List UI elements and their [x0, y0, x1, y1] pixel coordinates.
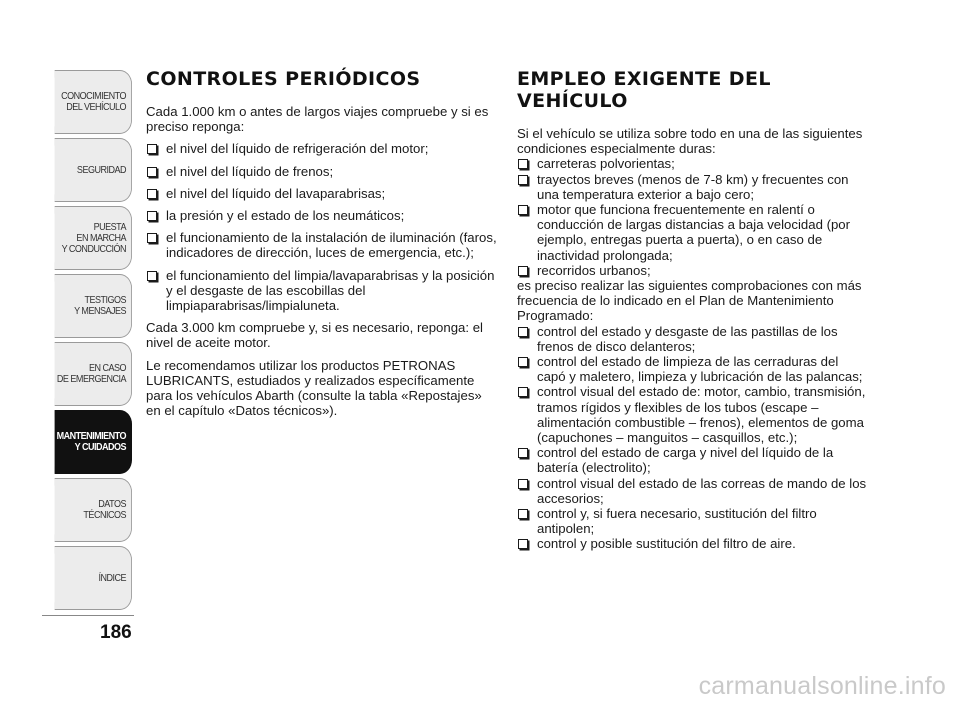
checkbox-bullet-icon [147, 271, 157, 281]
checkbox-bullet-icon [518, 205, 528, 215]
checkbox-bullet-icon [147, 189, 157, 199]
sidebar-divider [42, 615, 134, 616]
checkbox-bullet-icon [518, 175, 528, 185]
tab-puesta-en-marcha[interactable]: PUESTA EN MARCHA Y CONDUCCIÓN [55, 206, 132, 270]
section-controles-periodicos [146, 68, 498, 425]
oil-check-paragraph: Cada 3.000 km compruebe y, si es necesario, reponga: el nivel de aceite motor. [146, 320, 483, 351]
tab-seguridad[interactable]: SEGURIDAD [55, 138, 132, 202]
list-item: trayectos breves (menos de 7-8 km) y frecuentes con una temperatura exterior a bajo cero; [517, 172, 869, 202]
list-item: control visual del estado de: motor, cambio, transmisión, tramos rígidos y flexibles de los tubos (escape – alimentación combustible – frenos), elementos de goma (capuchones – manguitos – casquillos, etc.); [517, 384, 869, 445]
conditions-list [517, 156, 869, 278]
checkbox-bullet-icon [518, 539, 528, 549]
frequent-checks-list [517, 324, 869, 552]
checkbox-bullet-icon [518, 509, 528, 519]
list-item: recorridos urbanos; [517, 263, 869, 278]
tab-indice[interactable]: ÍNDICE [55, 546, 132, 610]
checkbox-bullet-icon [147, 233, 157, 243]
intro-paragraph: Si el vehículo se utiliza sobre todo en una de las siguientes condiciones especialmente duras: [517, 126, 863, 157]
list-item: el nivel del líquido de refrigeración del motor; [146, 141, 498, 156]
tab-mantenimiento-y-cuidados[interactable]: MANTENIMIENTO Y CUIDADOS [55, 410, 132, 474]
list-item: el nivel del líquido de frenos; [146, 164, 498, 179]
checkbox-bullet-icon [147, 211, 157, 221]
list-item: control y posible sustitución del filtro de aire. [517, 536, 869, 551]
recommendation-paragraph: Le recomendamos utilizar los productos PETRONAS LUBRICANTS, estudiados y realizados específicamente para los vehículos Abarth (consulte la tabla «Repostajes» en el capítulo «Datos técnicos»). [146, 357, 482, 419]
tab-en-caso-de-emergencia[interactable]: EN CASO DE EMERGENCIA [55, 342, 132, 406]
list-item: control y, si fuera necesario, sustitución del filtro antipolen; [517, 506, 869, 536]
section-empleo-exigente [517, 68, 869, 552]
list-item: el nivel del líquido del lavaparabrisas; [146, 186, 498, 201]
section-title: CONTROLES PERIÓDICOS [146, 68, 421, 90]
intro-paragraph: Cada 1.000 km o antes de largos viajes compruebe y si es preciso reponga: [146, 104, 489, 135]
list-item: control del estado de limpieza de las cerraduras del capó y maletero, limpieza y lubricación de las palancas; [517, 354, 869, 384]
checkbox-bullet-icon [518, 357, 528, 367]
checkbox-bullet-icon [518, 327, 528, 337]
list-item: motor que funciona frecuentemente en ralentí o conducción de largas distancias a baja velocidad (por ejemplo, entregas puerta a puerta), o en caso de inactividad prolongada; [517, 202, 869, 263]
checkbox-bullet-icon [147, 167, 157, 177]
list-item: el funcionamiento de la instalación de iluminación (faros, indicadores de dirección, luces de emergencia, etc.); [146, 230, 498, 260]
list-item: carreteras polvorientas; [517, 156, 869, 171]
tab-conocimiento-del-vehiculo[interactable]: CONOCIMIENTO DEL VEHÍCULO [55, 70, 132, 134]
checkbox-bullet-icon [518, 479, 528, 489]
list-item: control del estado y desgaste de las pastillas de los frenos de disco delanteros; [517, 324, 869, 354]
list-item: la presión y el estado de los neumáticos; [146, 208, 498, 223]
checkbox-bullet-icon [147, 144, 157, 154]
checkbox-bullet-icon [518, 387, 528, 397]
chapter-tabs [42, 70, 134, 614]
tab-datos-tecnicos[interactable]: DATOS TÉCNICOS [55, 478, 132, 542]
list-item: el funcionamiento del limpia/lavaparabrisas y la posición y el desgaste de las escobillas del limpiaparabrisas/limpialuneta. [146, 268, 498, 314]
checkbox-bullet-icon [518, 159, 528, 169]
list-item: control del estado de carga y nivel del líquido de la batería (electrolito); [517, 445, 869, 475]
section-title: EMPLEO EXIGENTE DEL VEHÍCULO [517, 68, 771, 112]
tab-testigos-y-mensajes[interactable]: TESTIGOS Y MENSAJES [55, 274, 132, 338]
checkbox-bullet-icon [518, 266, 528, 276]
periodic-checks-list [146, 141, 498, 313]
checkbox-bullet-icon [518, 448, 528, 458]
site-watermark: carmanualsonline.info [698, 672, 946, 700]
page-number: 186 [100, 622, 132, 643]
middle-paragraph: es preciso realizar las siguientes comprobaciones con más frecuencia de lo indicado en el Plan de Mantenimiento Programado: [517, 278, 862, 324]
list-item: control visual del estado de las correas de mando de los accesorios; [517, 476, 869, 506]
